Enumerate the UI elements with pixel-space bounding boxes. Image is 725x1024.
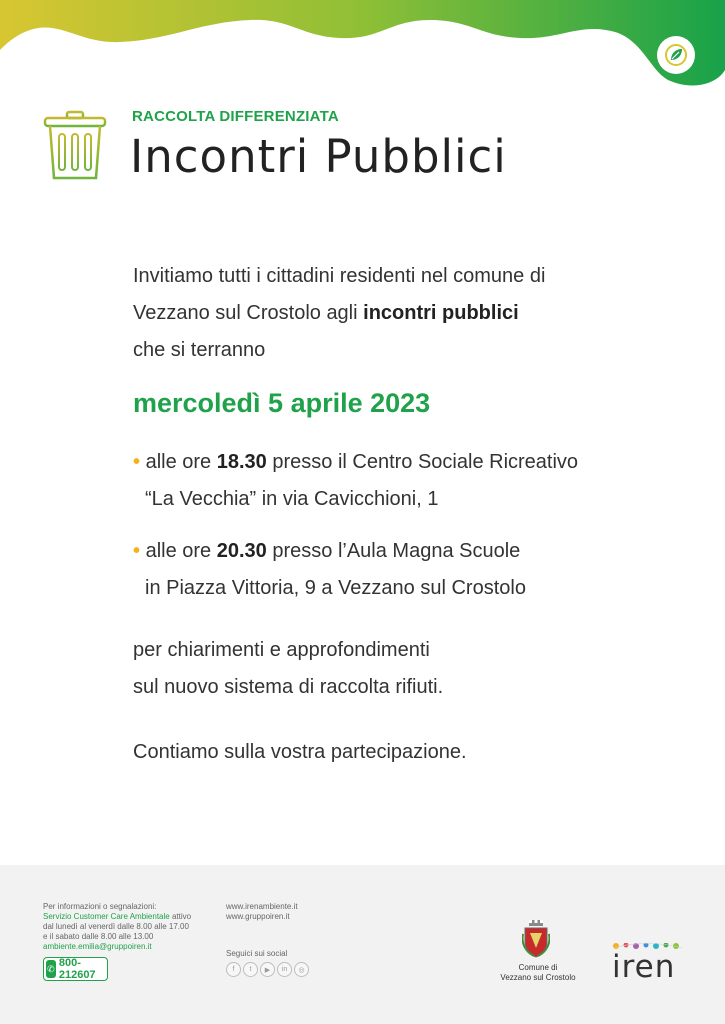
contact-line: dal lunedì al venerdì dalle 8.00 alle 17.00 <box>43 922 189 931</box>
event-item <box>133 533 693 607</box>
trash-bin-icon <box>43 110 107 182</box>
footer <box>0 865 725 1024</box>
service-name: Servizio Customer Care Ambientale <box>43 912 170 921</box>
linkedin-icon[interactable]: in <box>277 962 292 977</box>
event-location: in Piazza Vittoria, 9 a Vezzano sul Crostolo <box>145 577 526 599</box>
event-location: “La Vecchia” in via Cavicchioni, 1 <box>145 488 439 510</box>
instagram-icon[interactable]: ◎ <box>294 962 309 977</box>
comune-line: Vezzano sul Crostolo <box>500 973 576 982</box>
closing-line: sul nuovo sistema di raccolta rifiuti. <box>133 676 444 698</box>
event-time: 20.30 <box>216 540 267 562</box>
closing-paragraph <box>133 632 443 706</box>
comune-label <box>490 963 586 983</box>
contact-line: Per informazioni o segnalazioni: <box>43 902 157 911</box>
event-item <box>133 444 693 518</box>
iren-logo: iren <box>612 949 676 985</box>
section-kicker: RACCOLTA DIFFERENZIATA <box>132 108 339 125</box>
bullet-dot: • <box>133 451 141 473</box>
email-link[interactable]: ambiente.emilia@gruppoiren.it <box>43 942 152 951</box>
closing-line: per chiarimenti e approfondimenti <box>133 639 430 661</box>
intro-line: Invitiamo tutti i cittadini residenti nel comune di <box>133 265 546 287</box>
social-label: Seguici sui social <box>226 949 288 958</box>
contact-line: e il sabato dalle 8.00 alle 13.00 <box>43 932 154 941</box>
intro-text: Vezzano sul Crostolo agli <box>133 302 364 324</box>
phone-icon: ✆ <box>46 960 56 978</box>
website-link[interactable]: www.irenambiente.it <box>226 902 298 911</box>
intro-line: che si terranno <box>133 339 266 361</box>
twitter-icon[interactable]: t <box>243 962 258 977</box>
toll-free-number[interactable] <box>43 957 108 981</box>
facebook-icon[interactable]: f <box>226 962 241 977</box>
bullet-dot: • <box>133 540 141 562</box>
event-text: presso l’Aula Magna Scuole <box>266 540 521 562</box>
website-links <box>226 902 298 922</box>
event-text: presso il Centro Sociale Ricreativo <box>266 451 579 473</box>
contact-line: attivo <box>169 912 192 921</box>
intro-paragraph <box>133 258 693 369</box>
event-time: 18.30 <box>216 451 267 473</box>
youtube-icon[interactable]: ▶ <box>260 962 275 977</box>
comune-line: Comune di <box>518 963 558 972</box>
page-title: Incontri Pubblici <box>130 130 507 183</box>
event-text: alle ore <box>140 451 217 473</box>
header-wave <box>0 0 725 90</box>
event-text: alle ore <box>140 540 217 562</box>
contact-info <box>43 902 218 952</box>
comune-crest-icon <box>522 920 550 958</box>
intro-line <box>133 295 693 332</box>
website-link[interactable]: www.gruppoiren.it <box>226 912 290 921</box>
phone-number: 800-212607 <box>58 957 96 981</box>
intro-bold-text: incontri pubblici <box>363 302 519 324</box>
leaf-logo-badge <box>657 36 695 74</box>
thanks-text: Contiamo sulla vostra partecipazione. <box>133 741 467 763</box>
social-icons <box>226 962 309 977</box>
event-date: mercoledì 5 aprile 2023 <box>133 388 431 418</box>
leaf-icon <box>664 43 688 67</box>
